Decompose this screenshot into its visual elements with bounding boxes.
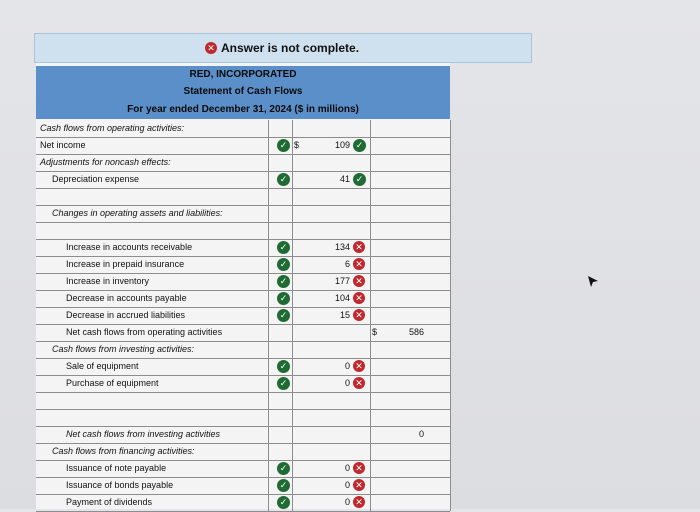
account-correct-icon: ✓	[277, 173, 290, 186]
cell-divider	[292, 154, 293, 171]
cell-divider	[268, 375, 269, 392]
table-row	[36, 137, 450, 155]
account-correct-icon: ✓	[277, 258, 290, 271]
row-label: Changes in operating assets and liabilities:	[52, 208, 223, 218]
cell-divider	[450, 358, 451, 375]
cell-divider	[370, 290, 371, 307]
amount-input[interactable]: 6	[344, 259, 350, 269]
row-label: Cash flows from financing activities:	[52, 446, 195, 456]
incorrect-icon: ✕	[353, 241, 365, 253]
cell-divider	[292, 171, 293, 188]
incorrect-icon: ✕	[353, 462, 365, 474]
cell-divider	[450, 443, 451, 460]
cell-divider	[450, 409, 451, 426]
cell-divider	[292, 426, 293, 443]
dollar-sign: $	[294, 140, 300, 150]
cell-divider	[292, 443, 293, 460]
amount-input[interactable]: 41	[339, 174, 350, 184]
table-row	[36, 324, 450, 342]
row-label: Cash flows from investing activities:	[52, 344, 195, 354]
statement-title: Statement of Cash Flows	[36, 83, 450, 100]
table-row	[36, 426, 450, 444]
row-label: Increase in inventory	[66, 276, 150, 286]
cell-divider	[292, 494, 293, 511]
cell-divider	[292, 392, 293, 409]
table-row	[36, 154, 450, 172]
cell-divider	[292, 290, 293, 307]
cell-divider	[450, 222, 451, 239]
cell-divider	[268, 409, 269, 426]
amount-input[interactable]: 0	[344, 480, 350, 490]
cell-divider	[370, 120, 371, 137]
cell-divider	[292, 188, 293, 205]
cell-divider	[450, 120, 451, 137]
cell-divider	[450, 205, 451, 222]
row-label: Purchase of equipment	[66, 378, 159, 388]
cell-divider	[370, 460, 371, 477]
cell-divider	[292, 273, 293, 290]
cell-divider	[268, 171, 269, 188]
table-row	[36, 494, 450, 512]
cell-divider	[370, 375, 371, 392]
cell-divider	[268, 307, 269, 324]
incorrect-icon: ✕	[353, 377, 365, 389]
table-row	[36, 120, 450, 138]
table-row	[36, 171, 450, 189]
total-input[interactable]: 586	[408, 327, 424, 337]
cell-divider	[292, 375, 293, 392]
incorrect-icon: ✕	[353, 479, 365, 491]
correct-icon: ✓	[353, 173, 366, 186]
amount-input[interactable]: 0	[344, 463, 350, 473]
cell-divider	[292, 137, 293, 154]
table-row	[36, 222, 450, 240]
table-row	[36, 409, 450, 427]
table-row	[36, 460, 450, 478]
cell-divider	[450, 256, 451, 273]
cell-divider	[450, 460, 451, 477]
amount-input[interactable]: 109	[334, 140, 350, 150]
cash-flow-statement	[36, 63, 450, 509]
amount-input[interactable]: 104	[334, 293, 350, 303]
cell-divider	[370, 307, 371, 324]
correct-icon: ✓	[353, 139, 366, 152]
row-label: Decrease in accrued liabilities	[66, 310, 186, 320]
cell-divider	[370, 426, 371, 443]
cell-divider	[370, 341, 371, 358]
cell-divider	[370, 324, 371, 341]
cell-divider	[292, 239, 293, 256]
account-correct-icon: ✓	[277, 139, 290, 152]
row-label: Payment of dividends	[66, 497, 153, 507]
cell-divider	[268, 137, 269, 154]
table-row	[36, 341, 450, 359]
cell-divider	[370, 222, 371, 239]
row-label: Net cash flows from investing activities	[66, 429, 221, 439]
cell-divider	[450, 426, 451, 443]
cell-divider	[370, 171, 371, 188]
cell-divider	[450, 324, 451, 341]
cell-divider	[268, 460, 269, 477]
account-correct-icon: ✓	[277, 309, 290, 322]
incorrect-icon: ✕	[353, 275, 365, 287]
account-correct-icon: ✓	[277, 275, 290, 288]
cell-divider	[450, 392, 451, 409]
incorrect-icon: ✕	[205, 42, 217, 54]
cell-divider	[268, 358, 269, 375]
cell-divider	[450, 137, 451, 154]
cell-divider	[370, 392, 371, 409]
account-correct-icon: ✓	[277, 377, 290, 390]
cell-divider	[450, 494, 451, 511]
feedback-banner	[34, 33, 532, 63]
cell-divider	[450, 273, 451, 290]
amount-input[interactable]: 0	[344, 361, 350, 371]
cell-divider	[292, 341, 293, 358]
cell-divider	[268, 324, 269, 341]
cell-divider	[292, 256, 293, 273]
cell-divider	[370, 205, 371, 222]
cell-divider	[450, 307, 451, 324]
cell-divider	[268, 426, 269, 443]
amount-input[interactable]: 15	[339, 310, 350, 320]
cell-divider	[268, 341, 269, 358]
account-correct-icon: ✓	[277, 479, 290, 492]
cell-divider	[370, 256, 371, 273]
row-label: Sale of equipment	[66, 361, 139, 371]
cell-divider	[268, 205, 269, 222]
cell-divider	[450, 154, 451, 171]
cell-divider	[268, 256, 269, 273]
cell-divider	[268, 222, 269, 239]
row-label: Issuance of note payable	[66, 463, 167, 473]
account-correct-icon: ✓	[277, 360, 290, 373]
table-row	[36, 375, 450, 393]
cell-divider	[292, 205, 293, 222]
cell-divider	[268, 392, 269, 409]
cell-divider	[370, 273, 371, 290]
cell-divider	[450, 477, 451, 494]
total-dollar-sign: $	[372, 327, 378, 337]
cell-divider	[370, 477, 371, 494]
table-row	[36, 477, 450, 495]
table-row	[36, 307, 450, 325]
cell-divider	[268, 239, 269, 256]
account-correct-icon: ✓	[277, 292, 290, 305]
amount-input[interactable]: 177	[334, 276, 350, 286]
cell-divider	[450, 171, 451, 188]
total-input[interactable]: 0	[418, 429, 424, 439]
cell-divider	[292, 120, 293, 137]
row-label: Depreciation expense	[52, 174, 140, 184]
cell-divider	[292, 324, 293, 341]
table-row	[36, 273, 450, 291]
amount-input[interactable]: 0	[344, 378, 350, 388]
cell-divider	[450, 341, 451, 358]
statement-period: For year ended December 31, 2024 ($ in millions)	[36, 100, 450, 119]
cell-divider	[268, 273, 269, 290]
table-row	[36, 256, 450, 274]
cell-divider	[450, 239, 451, 256]
cell-divider	[370, 154, 371, 171]
incorrect-icon: ✕	[353, 360, 365, 372]
account-correct-icon: ✓	[277, 496, 290, 509]
banner-text: Answer is not complete.	[221, 41, 360, 55]
row-label: Adjustments for noncash effects:	[40, 157, 171, 167]
cell-divider	[268, 290, 269, 307]
cell-divider	[450, 290, 451, 307]
table-row	[36, 188, 450, 206]
cell-divider	[370, 409, 371, 426]
cell-divider	[370, 188, 371, 205]
cell-divider	[370, 239, 371, 256]
row-label: Cash flows from operating activities:	[40, 123, 185, 133]
cell-divider	[292, 477, 293, 494]
incorrect-icon: ✕	[353, 496, 365, 508]
cell-divider	[268, 443, 269, 460]
row-label: Net cash flows from operating activities	[66, 327, 223, 337]
row-label: Net income	[40, 140, 86, 150]
row-label: Decrease in accounts payable	[66, 293, 187, 303]
cell-divider	[292, 409, 293, 426]
company-name: RED, INCORPORATED	[36, 66, 450, 83]
cell-divider	[370, 443, 371, 460]
account-correct-icon: ✓	[277, 241, 290, 254]
table-row	[36, 443, 450, 461]
cell-divider	[292, 307, 293, 324]
incorrect-icon: ✕	[353, 258, 365, 270]
table-row	[36, 239, 450, 257]
cell-divider	[292, 222, 293, 239]
table-row	[36, 392, 450, 410]
cell-divider	[292, 460, 293, 477]
amount-input[interactable]: 0	[344, 497, 350, 507]
mouse-cursor-icon	[588, 276, 598, 288]
table-row	[36, 290, 450, 308]
account-correct-icon: ✓	[277, 462, 290, 475]
table-row	[36, 358, 450, 376]
cell-divider	[292, 358, 293, 375]
cell-divider	[370, 358, 371, 375]
cell-divider	[268, 494, 269, 511]
row-label: Issuance of bonds payable	[66, 480, 174, 490]
row-label: Increase in accounts receivable	[66, 242, 193, 252]
cell-divider	[450, 188, 451, 205]
cell-divider	[370, 494, 371, 511]
cell-divider	[268, 120, 269, 137]
cell-divider	[370, 137, 371, 154]
incorrect-icon: ✕	[353, 309, 365, 321]
amount-input[interactable]: 134	[334, 242, 350, 252]
table-row	[36, 205, 450, 223]
cell-divider	[268, 188, 269, 205]
incorrect-icon: ✕	[353, 292, 365, 304]
cell-divider	[268, 477, 269, 494]
row-label: Increase in prepaid insurance	[66, 259, 185, 269]
cell-divider	[268, 154, 269, 171]
cell-divider	[450, 375, 451, 392]
